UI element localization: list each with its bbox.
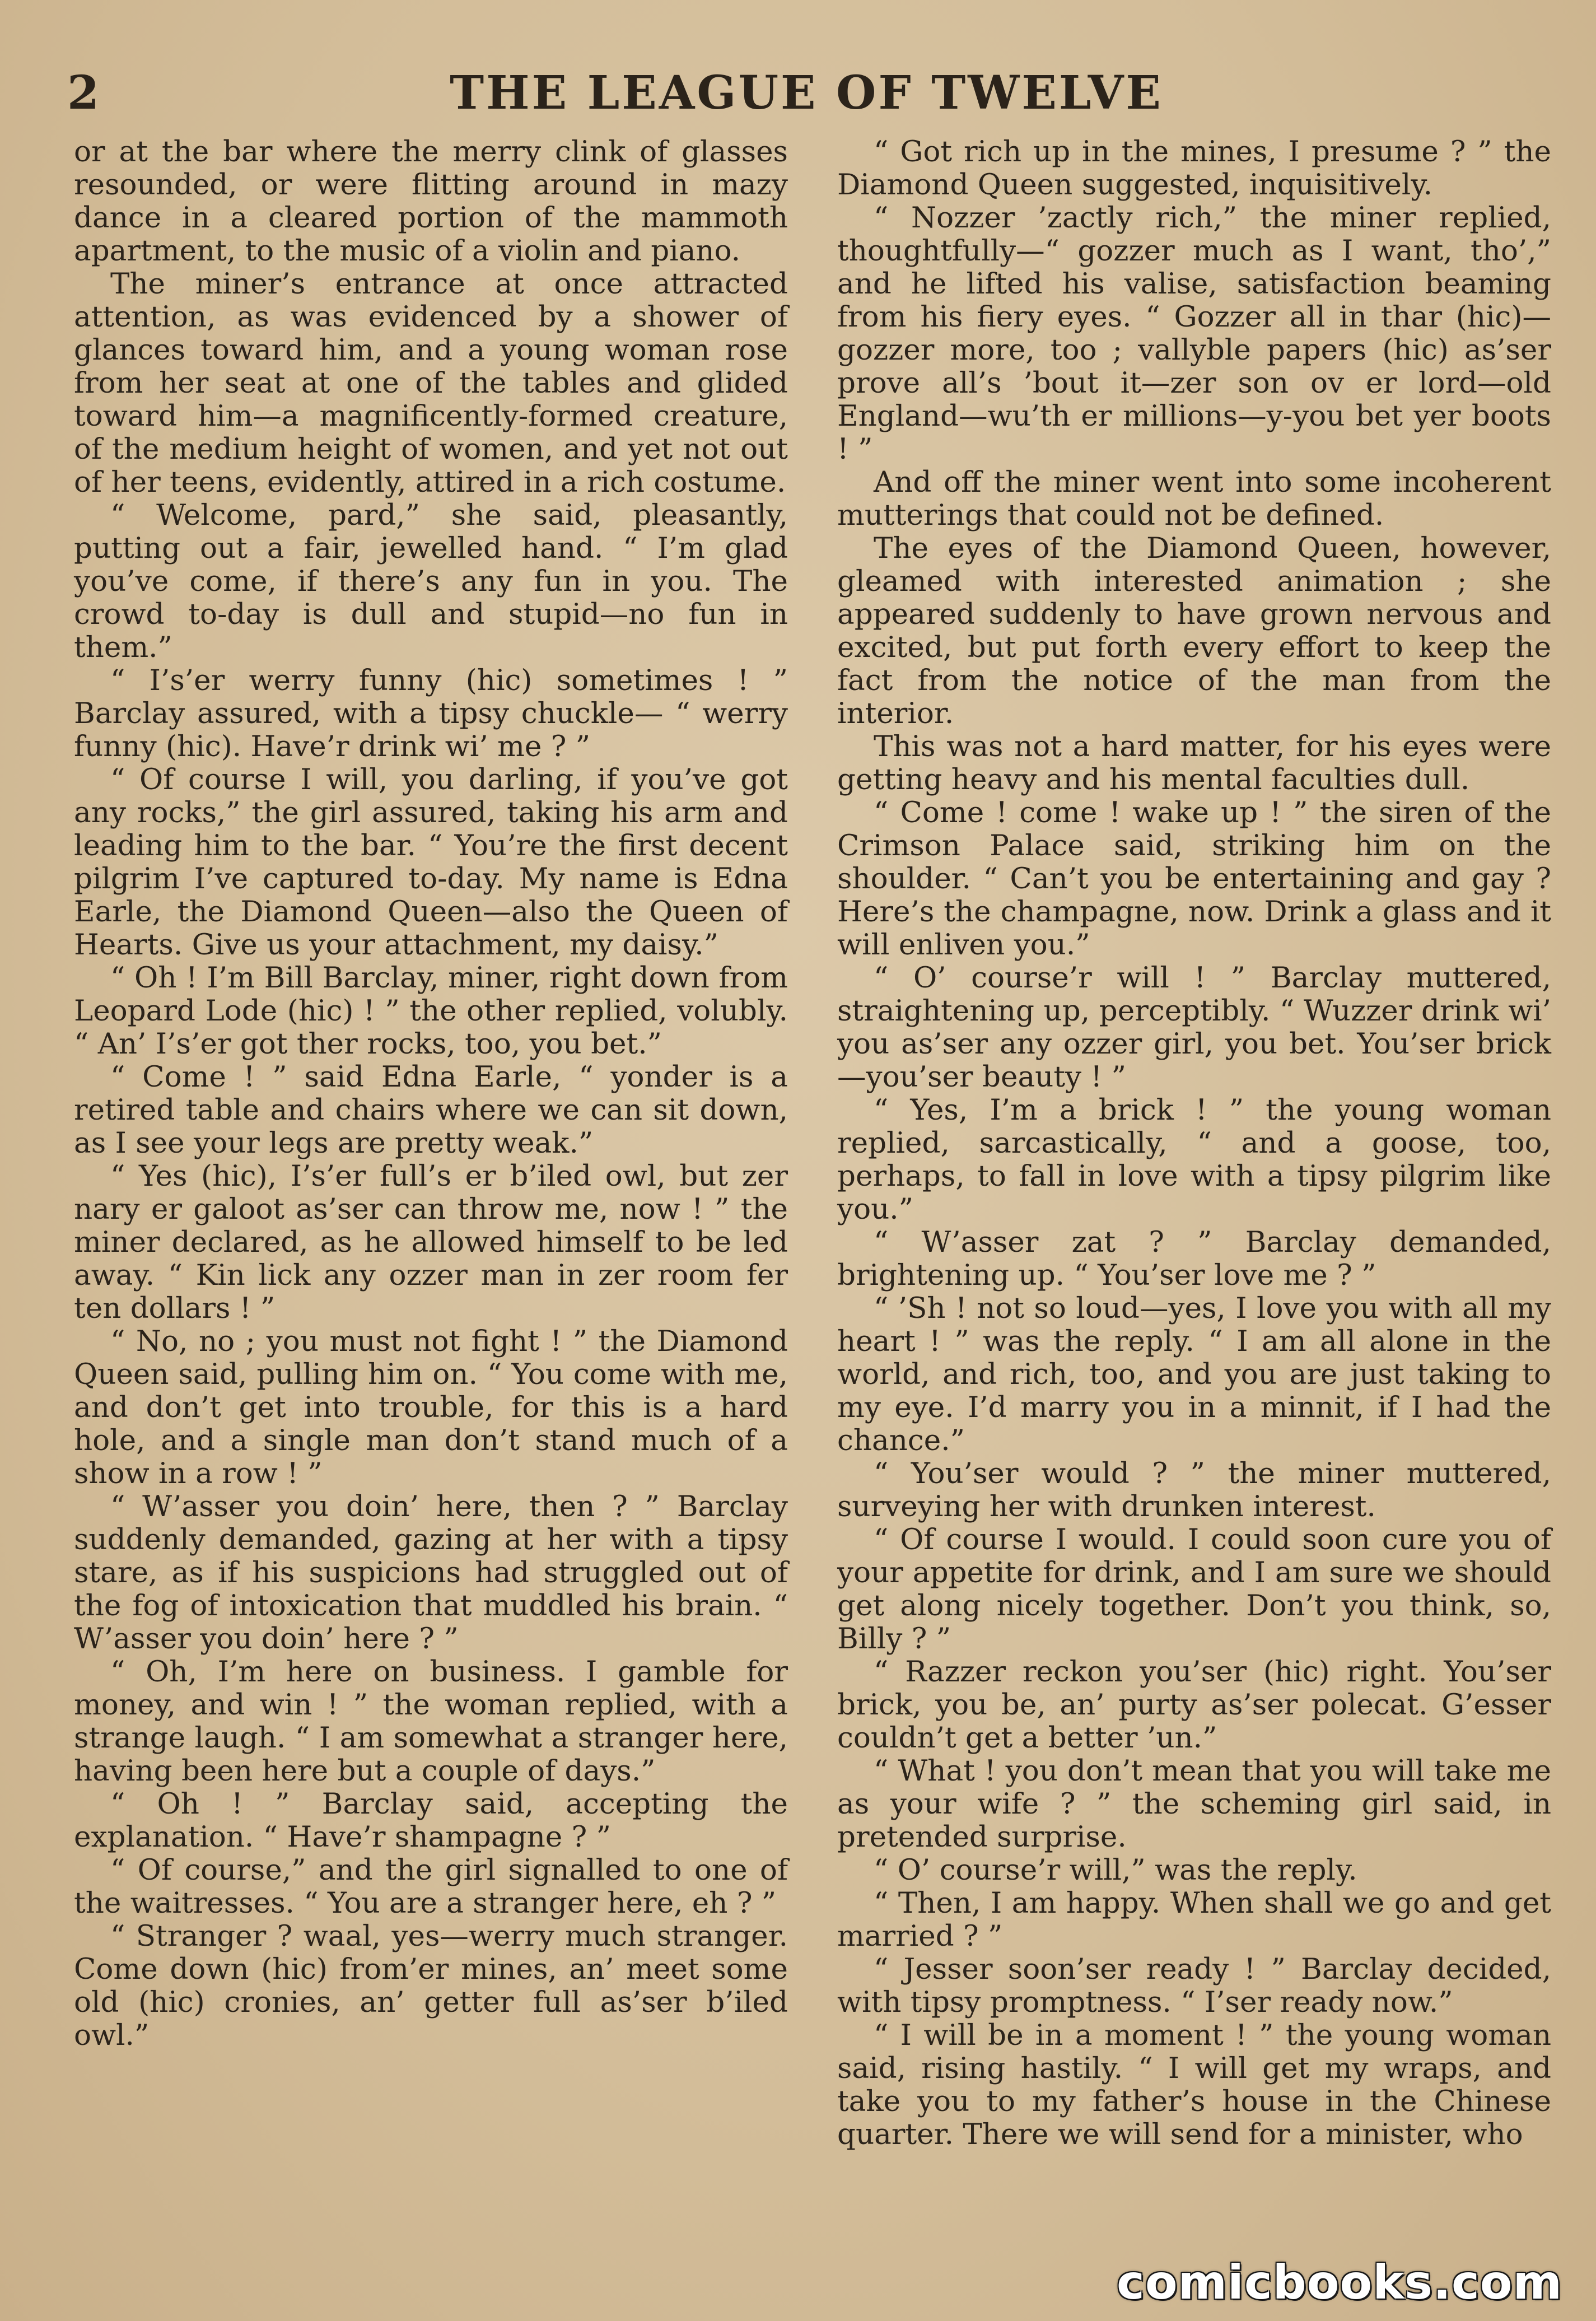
watermark-logo: comicbooks.com (1117, 2255, 1562, 2310)
paragraph: “ Of course,” and the girl signalled to one of the waitresses. “ You are a stranger here, eh ? ” (74, 1853, 788, 1920)
paragraph: “ Come ! come ! wake up ! ” the siren of the Crimson Palace said, striking him on the shoulder. “ Can’t you be entertaining and gay ? Here’s the champagne, now. Drink a glass and it will enliven you.” (837, 796, 1551, 962)
paragraph: “ W’asser zat ? ” Barclay demanded, brightening up. “ You’ser love me ? ” (837, 1225, 1551, 1292)
paragraph: “ Of course I will, you darling, if you’ve got any rocks,” the girl assured, taking his arm and leading him to the bar. “ You’re the first decent pilgrim I’ve captured to-day. My name is Edna Earle, the Diamond Queen—also the Queen of Hearts. Give us your attachment, my daisy.” (74, 763, 788, 962)
paragraph: “ Oh, I’m here on business. I gamble for money, and win ! ” the woman replied, with a strange laugh. “ I am somewhat a stranger here, having been here but a couple of days.” (74, 1655, 788, 1788)
paragraph: “ O’ course’r will ! ” Barclay muttered, straightening up, perceptibly. “ Wuzzer drink wi’ you as’ser any ozzer girl, you bet. You’ser brick—you’ser beauty ! ” (837, 961, 1551, 1094)
paragraph: “ Stranger ? waal, yes—werry much stranger. Come down (hic) from’er mines, an’ meet some old (hic) cronies, an’ getter full as’ser b’iled owl.” (74, 1919, 788, 2052)
paragraph: “ Got rich up in the mines, I presume ? ” the Diamond Queen suggested, inquisitively. (837, 135, 1551, 202)
paragraph: or at the bar where the merry clink of glasses resounded, or were flitting around in mazy dance in a cleared portion of the mammoth apartment, to the music of a violin and piano. (74, 135, 788, 268)
paragraph: “ I will be in a moment ! ” the young woman said, rising hastily. “ I will get my wraps, and take you to my father’s house in the Chinese quarter. There we will send for a minister, who (837, 2019, 1551, 2151)
paragraph: “ Welcome, pard,” she said, pleasantly, putting out a fair, jewelled hand. “ I’m glad you’ve come, if there’s any fun in you. The crowd to-day is dull and stupid—no fun in them.” (74, 498, 788, 664)
paragraph: The miner’s entrance at once attracted attention, as was evidenced by a shower of glances toward him, and a young woman rose from her seat at one of the tables and glided toward him—a magnificently-formed creature, of the medium height of women, and yet not out of her teens, evidently, attired in a rich costume. (74, 267, 788, 499)
paragraph: “ Come ! ” said Edna Earle, “ yonder is a retired table and chairs where we can sit down, as I see your legs are pretty weak.” (74, 1060, 788, 1160)
paragraph: “ What ! you don’t mean that you will take me as your wife ? ” the scheming girl said, in pretended surprise. (837, 1754, 1551, 1854)
paragraph: And off the miner went into some incoherent mutterings that could not be defined. (837, 465, 1551, 532)
paragraph: “ Oh ! ” Barclay said, accepting the explanation. “ Have’r shampagne ? ” (74, 1787, 788, 1854)
paragraph: The eyes of the Diamond Queen, however, gleamed with interested animation ; she appeared suddenly to have grown nervous and excited, but put forth every effort to keep the fact from the notice of the man from the interior. (837, 532, 1551, 730)
paragraph: “ Jesser soon’ser ready ! ” Barclay decided, with tipsy promptness. “ I’ser ready now.” (837, 1952, 1551, 2019)
paragraph: “ Yes (hic), I’s’er full’s er b’iled owl, but zer nary er galoot as’ser can throw me, now ! ” the miner declared, as he allowed himself to be led away. “ Kin lick any ozzer man in zer room fer ten dollars ! ” (74, 1159, 788, 1325)
right-column (837, 136, 1551, 2151)
paragraph: “ O’ course’r will,” was the reply. (874, 1853, 1357, 1887)
running-title: THE LEAGUE OF TWELVE (450, 66, 1163, 120)
paragraph: “ ’Sh ! not so loud—yes, I love you with all my heart ! ” was the reply. “ I am all alone in the world, and rich, too, and you are just taking to my eye. I’d marry you in a minnit, if I had the chance.” (837, 1292, 1551, 1457)
paragraph: This was not a hard matter, for his eyes were getting heavy and his mental faculties dull. (837, 730, 1551, 796)
paragraph: “ Razzer reckon you’ser (hic) right. You’ser brick, you be, an’ purty as’ser polecat. G’esser couldn’t get a better ’un.” (837, 1655, 1551, 1755)
paragraph: “ No, no ; you must not fight ! ” the Diamond Queen said, pulling him on. “ You come with me, and don’t get into trouble, for this is a hard hole, and a single man don’t stand much of a show in a row ! ” (74, 1325, 788, 1490)
paragraph: “ Oh ! I’m Bill Barclay, miner, right down from Leopard Lode (hic) ! ” the other replied, volubly. “ An’ I’s’er got ther rocks, too, you bet.” (74, 961, 788, 1061)
paragraph: “ Then, I am happy. When shall we go and get married ? ” (837, 1886, 1551, 1953)
page-number: 2 (67, 66, 100, 120)
page-header (67, 66, 1546, 128)
paragraph: “ Of course I would. I could soon cure you of your appetite for drink, and I am sure we should get along nicely together. Don’t you think, so, Billy ? ” (837, 1523, 1551, 1656)
paragraph: “ W’asser you doin’ here, then ? ” Barclay suddenly demanded, gazing at her with a tipsy stare, as if his suspicions had struggled out of the fog of intoxication that muddled his brain. “ W’asser you doin’ here ? ” (74, 1490, 788, 1656)
paragraph: “ Nozzer ’zactly rich,” the miner replied, thoughtfully—“ gozzer much as I want, tho’,” and he lifted his valise, satisfaction beaming from his fiery eyes. “ Gozzer all in thar (hic)—gozzer more, too ; vallyble papers (hic) as’ser prove all’s ’bout it—zer son ov er lord—old England—wu’th er millions—y-you bet yer boots ! ” (837, 201, 1551, 466)
left-column (74, 136, 788, 2052)
paragraph: “ Yes, I’m a brick ! ” the young woman replied, sarcastically, “ and a goose, too, perhaps, to fall in love with a tipsy pilgrim like you.” (837, 1093, 1551, 1226)
paragraph: “ I’s’er werry funny (hic) sometimes ! ” Barclay assured, with a tipsy chuckle— “ werry funny (hic). Have’r drink wi’ me ? ” (74, 664, 788, 763)
paragraph: “ You’ser would ? ” the miner muttered, surveying her with drunken interest. (837, 1457, 1551, 1523)
